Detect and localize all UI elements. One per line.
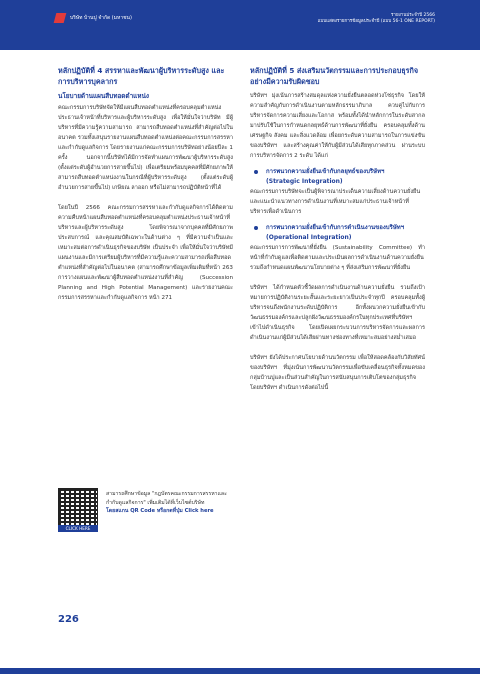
qr-caption-block: [106, 490, 236, 516]
report-title: รายงานประจำปี 2566: [391, 13, 435, 18]
company-logo-icon: [54, 13, 67, 23]
header-report-info: [318, 13, 435, 25]
right-paragraph-3: บริษัทฯ ยังได้ประกาศนโยบายด้านนวัตกรรม เพื่อให้สอดคล้องกับวิสัยทัศน์ของบริษัทฯ ที่มุ่งเน้นการพัฒนานวัตกรรมเพื่อขับเคลื่อนธุรกิจทั้งหมดของกลุ่มบ้านปูและเป็นส่วนสำคัญในการสนับสนุนการเติบโตของกลุ่มธุรกิจโดยบริษัทฯ ดำเนินการดังต่อไปนี้: [250, 355, 425, 391]
bullet-description: คณะกรรมการการพัฒนาที่ยั่งยืน (Sustainability Committee) ทำหน้าที่กำกับดูแลเพื่อติดตามและประเมินผลการดำเนินงานด้านความยั่งยืน รวมถึงกำหนดแผนพัฒนานโยบายต่าง ๆ ที่ส่งเสริมการพัฒนาที่ยั่งยืน: [250, 245, 425, 271]
right-paragraph-1: บริษัทฯ มุ่งเน้นการสร้างสมดุลแห่งความยั่งยืนตลอดห่วงโซ่ธุรกิจ โดยให้ความสำคัญกับการดำเนินงานตามหลักธรรมาภิบาล ควบคู่ไปกับการบริหารจัดการความเสี่ยงและโอกาส พร้อมทั้งได้นำหลักการในระดับสากลมาปรับใช้ในการกำหนดกลยุทธ์ด้านการพัฒนาที่ยั่งยืน ครอบคลุมทั้งด้านเศรษฐกิจ สังคม และสิ่งแวดล้อม เพื่อยกระดับความสามารถในการแข่งขันของบริษัทฯ และสร้างคุณค่าให้กับผู้มีส่วนได้เสียทุกภาคส่วน ผ่านระบบการบริหารจัดการ 2 ระดับ ได้แก่: [250, 93, 425, 159]
bullet-subtitle: (Strategic Integration): [266, 178, 343, 185]
left-paragraph-2: โดยในปี 2566 คณะกรรมการสรรหาและกำกับดูแลกิจการได้ติดตามความคืบหน้าแผนสืบทอดตำแหน่งที่ครอบคลุมตำแหน่งประธานเจ้าหน้าที่บริหารและผู้บริหารระดับสูง โดยพิจารณาจากบุคคลที่มีศักยภาพ ประสบการณ์ และคุณสมบัติเฉพาะในด้านต่าง ๆ ที่มีความจำเป็นและเหมาะสมต่อการดำเนินธุรกิจของบริษัท เป็นประจำ เพื่อให้มั่นใจว่าบริษัทมีแผนงานและมีการเตรียมผู้บริหารที่มีความรู้และความสามารถเพื่อสืบทอดตำแหน่งที่สำคัญต่อไปในอนาคต (สามารถศึกษาข้อมูลเพิ่มเติมที่หน้า 263 การวางแผนและพัฒนาผู้สืบทอดตำแหน่งงานที่สำคัญ (Succession Planning and High Potential Management) และรายงานคณะกรรมการสรรหาและกำกับดูแลกิจการ หน้า 271: [58, 205, 233, 301]
qr-link-text[interactable]: โดยสแกน QR Code หรือกดที่ปุ่ม Click here: [106, 508, 214, 514]
qr-caption: สามารถศึกษาข้อมูล "กฎบัตรคณะกรรมการสรรหาและกำกับดูแลกิจการ" เพิ่มเติมได้ที่เว็บไซต์บริษัท: [106, 491, 227, 506]
right-column: [250, 65, 425, 393]
left-column: [58, 65, 233, 303]
bullet-item: [250, 223, 425, 243]
bullet-title: การพนวกความยั่งยืนเข้ากับการดำเนินงานของบริษัทฯ: [266, 224, 405, 231]
bullet-subtitle: (Operational Integration): [266, 234, 352, 241]
qr-block: [58, 488, 233, 536]
page-number: 226: [58, 614, 79, 625]
page-header: [0, 0, 480, 50]
header-brand: [55, 13, 132, 23]
footer-bar: [0, 668, 480, 674]
bullet-description: คณะกรรมการบริษัทจะเป็นผู้พิจารณาประเด็นความเสี่ยงด้านความยั่งยืน และแนะนำแนวทางการดำเนินงานที่เหมาะสมแก่ประธานเจ้าหน้าที่บริหารเพื่อดำเนินการ: [250, 189, 421, 215]
click-here-button[interactable]: CLICK HERE: [58, 525, 98, 532]
bullet-item: [250, 167, 425, 187]
qr-code-icon[interactable]: [58, 488, 98, 528]
left-heading: หลักปฏิบัติที่ 4 สรรหาและพัฒนาผู้บริหารระดับสูง และการบริหารบุคลากร: [58, 66, 225, 86]
bullet-dot-icon: [254, 170, 258, 174]
company-name: บริษัท บ้านปู จำกัด (มหาชน): [70, 15, 132, 21]
bullet-dot-icon: [254, 226, 258, 230]
succession-subheading: นโยบายด้านแผนสืบทอดตำแหน่ง: [58, 92, 149, 100]
bullet-title: การพนวกความยั่งยืนเข้ากับกลยุทธ์ของบริษัทฯ: [266, 168, 385, 175]
right-paragraph-2: บริษัทฯ ได้กำหนดตัวชี้วัดผลการดำเนินงานด้านความยั่งยืน รวมถึงเป้าหมายการปฏิบัติงานระยะสั้นและระยะยาวเป็นประจำทุกปี ครอบคลุมทั้งผู้บริหารจนถึงพนักงานระดับปฏิบัติการ อีกทั้งผนวกความยั่งยืนเข้ากับวัฒนธรรมองค์กรและปลูกฝังวัฒนธรรมองค์กรในทุกประเทศที่บริษัทฯ เข้าไปดำเนินธุรกิจ โดยเปิดเผยกระบวนการบริหารจัดการและผลการดำเนินงานแก่ผู้มีส่วนได้เสียผ่านทางช่องทางที่เหมาะสมอย่างสม่ำเสมอ: [250, 285, 425, 341]
report-subtitle: แบบแสดงรายการข้อมูลประจำปี (แบบ 56-1 ONE REPORT): [317, 19, 435, 24]
left-paragraph-1: คณะกรรมการบริษัทจัดให้มีแผนสืบทอดตำแหน่งที่ครอบคลุมตำแหน่งประธานเจ้าหน้าที่บริหารและผู้บริหารระดับสูง เพื่อให้มั่นใจว่าบริษัท มีผู้บริหารที่มีความรู้ความสามารถ สามารถสืบทอดตำแหน่งที่สำคัญต่อไปในอนาคต รวมทั้งเสนุนรายงานแผนสืบทอดตำแหน่งต่อคณะกรรมการสรรหาและกำกับดูแลกิจการ โดยรายงานแก่คณะกรรมการบริษัทอย่างน้อยปีละ 1 ครั้ง นอกจากนี้บริษัทได้มีการจัดทำแผนการพัฒนาผู้บริหารระดับสูง (ตั้งแต่ระดับผู้อำนวยการสายขึ้นไป) เพื่อเตรียมพร้อมบุคคลที่มีศักยภาพให้สามารถสืบทอดตำแหน่งงานในกรณีที่ผู้บริหารระดับสูง (ตั้งแต่ระดับผู้อำนวยการสายขึ้นไป) เกษียณ ลาออก หรือไม่สามารถปฏิบัติหน้าที่ได้: [58, 105, 233, 191]
right-heading: หลักปฏิบัติที่ 5 ส่งเสริมนวัตกรรมและการประกอบธุรกิจอย่างมีความรับผิดชอบ: [250, 66, 419, 86]
